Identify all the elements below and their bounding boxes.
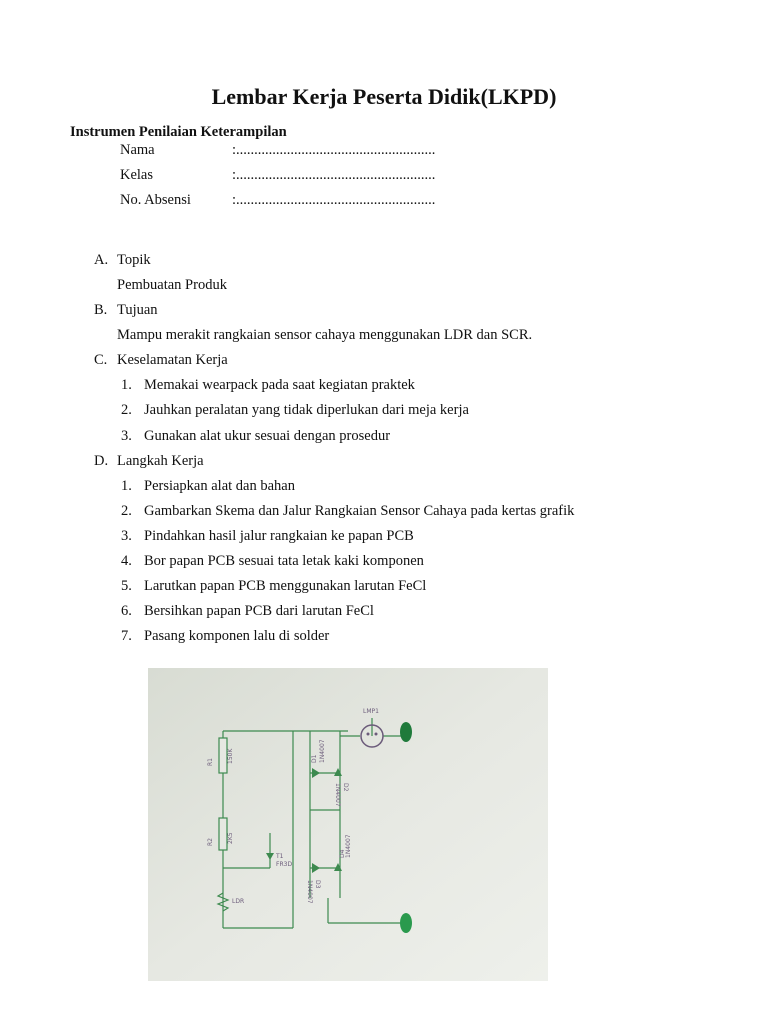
list-item [121, 377, 415, 394]
terminal-pad [400, 913, 412, 933]
item-text: Bor papan PCB sesuai tata letak kaki komponen [144, 553, 424, 569]
list-item [121, 402, 469, 419]
section-title: Keselamatan Kerja [117, 352, 228, 368]
field-label: No. Absensi [120, 192, 191, 208]
list-item [121, 603, 374, 620]
label-r1-value: 150K [227, 748, 234, 764]
section-b-text: Mampu merakit rangkaian sensor cahaya menggunakan LDR dan SCR. [117, 327, 533, 343]
section-title: Tujuan [117, 302, 158, 318]
item-number: 2. [121, 402, 132, 418]
item-number: 4. [121, 553, 132, 569]
label-r1: R1 [207, 758, 214, 766]
item-text: Memakai wearpack pada saat kegiatan praktek [144, 377, 415, 393]
section-title: Topik [117, 252, 151, 268]
label-r2-value: 2K5 [227, 832, 234, 844]
field-label: Kelas [120, 167, 154, 183]
list-item [121, 578, 426, 595]
section-letter: D. [94, 453, 109, 469]
item-number: 1. [121, 377, 132, 393]
list-item [121, 528, 414, 545]
field-label: Nama [120, 142, 155, 158]
field-kelas [120, 167, 435, 184]
circuit-diagram-photo [148, 668, 548, 981]
section-letter: B. [94, 302, 108, 318]
item-number: 3. [121, 428, 132, 444]
item-number: 3. [121, 528, 132, 544]
item-text: Pasang komponen lalu di solder [144, 628, 330, 644]
item-number: 5. [121, 578, 132, 594]
label-lamp: LMP1 [363, 708, 379, 715]
label-d2: D2 [342, 783, 349, 792]
list-item [121, 478, 295, 495]
list-item [121, 628, 329, 645]
list-item [121, 553, 424, 570]
section-b-heading [94, 302, 158, 319]
photo-background [148, 668, 548, 981]
label-t1-value: FR3D [276, 861, 293, 868]
field-blank: :....................................................... [232, 167, 436, 183]
terminal-pad [400, 722, 412, 742]
document-subtitle: Instrumen Penilaian Keterampilan [70, 124, 287, 140]
section-letter: A. [94, 252, 109, 268]
field-nama [120, 142, 435, 159]
label-d4: D4 [339, 849, 346, 858]
item-text: Gambarkan Skema dan Jalur Rangkaian Sensor Cahaya pada kertas grafik [144, 503, 575, 519]
label-d2-value: 1N4007 [334, 783, 341, 807]
section-a-heading [94, 252, 151, 269]
list-item [121, 503, 574, 520]
item-text: Jauhkan peralatan yang tidak diperlukan dari meja kerja [144, 402, 469, 418]
item-text: Pindahkan hasil jalur rangkaian ke papan PCB [144, 528, 414, 544]
label-t1: T1 [276, 853, 284, 860]
label-r2: R2 [207, 838, 214, 846]
item-text: Larutkan papan PCB menggunakan larutan FeCl [144, 578, 427, 594]
label-d1: D1 [311, 754, 318, 763]
section-d-heading [94, 453, 204, 470]
field-blank: :....................................................... [232, 192, 436, 208]
field-blank: :....................................................... [232, 142, 436, 158]
label-d1-value: 1N4007 [319, 739, 326, 763]
item-text: Bersihkan papan PCB dari larutan FeCl [144, 603, 374, 619]
item-number: 1. [121, 478, 132, 494]
item-number: 2. [121, 503, 132, 519]
field-absensi [120, 192, 435, 209]
section-title: Langkah Kerja [117, 453, 204, 469]
label-d4-value: 1N4007 [345, 834, 352, 858]
section-letter: C. [94, 352, 108, 368]
list-item [121, 428, 390, 445]
section-a-text: Pembuatan Produk [117, 277, 227, 293]
label-ldr: LDR [232, 898, 245, 905]
item-text: Gunakan alat ukur sesuai dengan prosedur [144, 428, 391, 444]
item-text: Persiapkan alat dan bahan [144, 478, 295, 494]
label-d3-value: 1N4007 [306, 880, 313, 904]
document-title: Lembar Kerja Peserta Didik(LKPD) [211, 84, 557, 109]
item-number: 7. [121, 628, 132, 644]
section-c-heading [94, 352, 228, 369]
item-number: 6. [121, 603, 132, 619]
label-d3: D3 [314, 880, 321, 889]
